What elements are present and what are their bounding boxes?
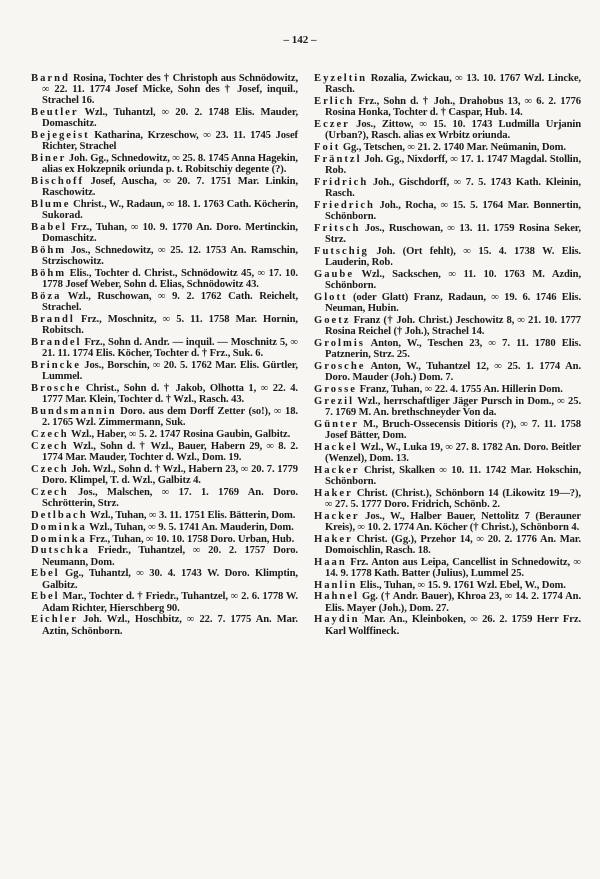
entry-surname: Hacker — [314, 510, 360, 522]
register-entry — [31, 464, 298, 486]
entry-surname: Goetz — [314, 314, 351, 326]
entry-surname: Bejegeist — [31, 130, 90, 142]
register-entry — [314, 614, 581, 636]
entry-surname: Böza — [31, 291, 62, 303]
two-column-register — [31, 73, 581, 637]
entry-surname: Fräntzl — [314, 153, 362, 165]
entry-text: Gg., Tetschen, ∞ 21. 2. 1740 Mar. Neümanin, Dom. — [342, 142, 566, 153]
register-entry — [31, 360, 298, 382]
entry-text: Jos., W., Halber Bauer, Nettolitz 7 (Berauner Kreis), ∞ 10. 2. 1774 An. Köcher († Christ.), Schönborn 4. — [325, 510, 581, 533]
register-entry — [314, 511, 581, 533]
entry-surname: Biner — [31, 153, 67, 165]
entry-text: Elis., Tuhan, ∞ 15. 9. 1761 Wzl. Ebel, W., Dom. — [359, 579, 566, 591]
entry-surname: Barnd — [31, 73, 70, 84]
entry-text: M., Bruch-Ossecensis Ditioris (?), ∞ 7. 11. 1758 Josef Bätter, Dom. — [325, 418, 581, 441]
entry-text: Wzl., Ruschowan, ∞ 9. 2. 1762 Cath. Reichelt, Strachel. — [42, 291, 299, 314]
register-entry — [31, 614, 298, 636]
entry-surname: Czech — [31, 464, 69, 475]
register-entry — [31, 222, 298, 244]
register-entry — [314, 361, 581, 383]
entry-surname: Glott — [314, 291, 348, 303]
entry-surname: Brandel — [31, 337, 82, 349]
register-entry — [314, 557, 581, 579]
entry-text: Christ, Skalken ∞ 10. 11. 1742 Mar. Hokschin, Schönborn. — [325, 464, 581, 487]
entry-text: Friedr., Tuhantzel, ∞ 20. 2. 1757 Doro. Neumann, Dom. — [42, 545, 298, 568]
register-entry — [31, 487, 298, 509]
register-entry — [314, 396, 581, 418]
register-entry — [31, 441, 298, 463]
register-entry — [31, 534, 298, 545]
entry-surname: Bischoff — [31, 176, 85, 188]
register-entry — [314, 384, 581, 395]
entry-text: Joh. Wzl., Sohn d. † Wzl., Habern 23, ∞ 20. 7. 1779 Doro. Klimpel, T. d. Wzl., Galbitz 4. — [42, 464, 298, 487]
register-entry — [314, 419, 581, 441]
register-entry — [31, 591, 298, 613]
register-entry — [314, 292, 581, 314]
register-entry — [31, 545, 298, 567]
register-entry — [314, 488, 581, 510]
entry-text: Christ. (Gg.), Przehor 14, ∞ 20. 2. 1776 An. Mar. Domoischlin, Rasch. 18. — [325, 533, 581, 556]
entry-surname: Dominka — [31, 521, 87, 533]
entry-text: Jos., Schnedowitz, ∞ 25. 12. 1753 An. Ramschin, Strzischowitz. — [42, 245, 298, 268]
entry-text: Anton, W., Tuhantzel 12, ∞ 25. 1. 1774 An. Doro. Mauder (Joh.) Dom. 7. — [325, 360, 581, 383]
entry-surname: Czech — [31, 487, 69, 498]
entry-surname: Dominka — [31, 533, 87, 545]
entry-surname: Futschig — [314, 245, 369, 257]
entry-surname: Blume — [31, 199, 71, 211]
entry-text: Joh. Wzl., Hoschbitz, ∞ 22. 7. 1775 An. Mar. Aztin, Schönborn. — [42, 614, 298, 637]
register-entry — [314, 315, 581, 337]
register-entry — [31, 130, 298, 152]
entry-surname: Fridrich — [314, 176, 369, 188]
register-entry — [31, 510, 298, 521]
entry-text: Joh., Gischdorff, ∞ 7. 5. 1743 Kath. Kleinin, Rasch. — [325, 176, 581, 199]
register-entry — [314, 96, 581, 118]
register-entry — [31, 429, 298, 440]
entry-surname: Detlbach — [31, 510, 88, 521]
register-entry — [31, 568, 298, 590]
entry-surname: Ebel — [31, 568, 60, 580]
entry-text: Franz, Tuhan, ∞ 22. 4. 1755 An. Hillerin Dom. — [359, 383, 563, 395]
page-number: – 142 – — [283, 34, 317, 46]
register-entry — [31, 107, 298, 129]
entry-text: Wzl., Sohn d. † Wzl., Bauer, Habern 29, ∞ 8. 2. 1774 Mar. Mauder, Tochter d. Wzl., Dom. 19. — [42, 441, 299, 464]
entry-surname: Brincke — [31, 360, 81, 372]
register-entry — [314, 246, 581, 268]
entry-text: Wzl., Haber, ∞ 5. 2. 1747 Rosina Gaubin, Galbitz. — [71, 429, 291, 441]
entry-text: Katharina, Krzeschow, ∞ 23. 11. 1745 Josef Richter, Strachel — [42, 130, 298, 153]
entry-text: Anton, W., Teschen 23, ∞ 7. 11. 1780 Elis. Patznerin, Strz. 25. — [325, 337, 582, 360]
entry-text: Jos., Malschen, ∞ 17. 1. 1769 An. Doro. Schrötterin, Strz. — [42, 487, 298, 510]
entry-surname: Hacker — [314, 464, 360, 476]
entry-surname: Böhm — [31, 268, 67, 280]
entry-surname: Dutschka — [31, 545, 90, 557]
register-entry — [314, 591, 581, 613]
entry-surname: Hackel — [314, 441, 358, 453]
register-entry — [31, 153, 298, 175]
entry-surname: Grezil — [314, 395, 355, 407]
register-entry — [31, 176, 298, 198]
entry-surname: Babel — [31, 222, 67, 234]
entry-text: Frz., Sohn d. Andr. — inquil. — Moschnitz 5, ∞ 21. 11. 1774 Elis. Köcher, Tochter d. † Frz., Suk. 6. — [42, 337, 298, 360]
entry-surname: Günter — [314, 418, 359, 430]
entry-text: Jos., Zittow, ∞ 15. 10. 1743 Ludmilla Urjanin (Urban?), Rasch. alias ex Wrbitz oriunda. — [325, 119, 581, 142]
entry-text: Joh., Rocha, ∞ 15. 5. 1764 Mar. Bonnertin, Schönborn. — [325, 199, 581, 222]
register-entry — [314, 465, 581, 487]
entry-surname: Haker — [314, 487, 353, 499]
entry-surname: Ebel — [31, 591, 60, 603]
register-entry — [314, 269, 581, 291]
register-entry — [31, 383, 298, 405]
entry-text: Frz. Anton aus Leipa, Cancellist in Schnedowitz, ∞ 14. 9. 1778 Kath. Batter (Julius), Lummel 25. — [325, 556, 581, 579]
register-entry — [31, 73, 298, 107]
entry-surname: Brosche — [31, 383, 82, 395]
entry-text: Joh. Gg., Nixdorff, ∞ 17. 1. 1747 Magdal. Stollin, Rob. — [325, 153, 581, 176]
register-entry — [31, 522, 298, 533]
entry-text: Frz., Sohn d. † Joh., Drahobus 13, ∞ 6. 2. 1776 Rosina Honka, Tochter d. † Caspar, Hub. 14. — [325, 96, 581, 119]
entry-surname: Foit — [314, 142, 341, 153]
register-entry — [314, 534, 581, 556]
entry-text: Frz., Tuhan, ∞ 10. 9. 1770 An. Doro. Mertinckin, Domaschitz. — [42, 222, 298, 245]
entry-text: Wzl., herrschaftliger Jäger Pursch in Dom., ∞ 25. 7. 1769 M. An. brethschneyder Von da. — [325, 395, 581, 418]
register-entry — [31, 406, 298, 428]
entry-surname: Czech — [31, 441, 69, 452]
entry-surname: Hahnel — [314, 591, 359, 603]
register-entry — [314, 442, 581, 464]
entry-text: Doro. aus dem Dorff Zetter (so!), ∞ 18. 2. 1765 Wzl. Zimmermann, Suk. — [42, 406, 298, 429]
right-column — [314, 73, 581, 637]
entry-surname: Haker — [314, 533, 353, 545]
entry-surname: Haydin — [314, 614, 360, 626]
entry-surname: Beutler — [31, 107, 79, 119]
entry-surname: Eyzeltin — [314, 73, 368, 84]
entry-text: Josef, Auscha, ∞ 20. 7. 1751 Mar. Linkin, Raschowitz. — [42, 176, 298, 199]
entry-surname: Böhm — [31, 245, 67, 257]
entry-text: Franz († Joh. Christ.) Jeschowitz 8, ∞ 21. 10. 1777 Rosina Reichel († Joh.), Strachel 14. — [325, 314, 581, 337]
entry-surname: Gaube — [314, 268, 355, 280]
entry-text: Wzl., Tuhan, ∞ 3. 11. 1751 Elis. Bätterin, Dom. — [89, 510, 296, 521]
entry-surname: Bundsmannin — [31, 406, 117, 418]
entry-text: Elis., Tochter d. Christ., Schnödowitz 45, ∞ 17. 10. 1778 Josef Weber, Sohn d. Elias, Schnödowitz 43. — [42, 268, 298, 291]
entry-surname: Hanlin — [314, 579, 358, 591]
entry-text: Gg. († Andr. Bauer), Khroa 23, ∞ 14. 2. 1774 An. Elis. Mayer (Joh.), Dom. 27. — [325, 591, 581, 614]
entry-surname: Erlich — [314, 96, 355, 107]
entry-text: Christ. (Christ.), Schönborn 14 (Likowitz 19—?), ∞ 27. 5. 1777 Doro. Fridrich, Schönb. 2. — [325, 487, 581, 510]
entry-text: Joh. (Ort fehlt), ∞ 15. 4. 1738 W. Elis. Lauderin, Rob. — [325, 245, 581, 268]
register-entry — [314, 200, 581, 222]
register-entry — [31, 268, 298, 290]
entry-surname: Grosche — [314, 360, 366, 372]
entry-text: Frz., Tuhan, ∞ 10. 10. 1758 Doro. Urban, Hub. — [89, 533, 295, 545]
entry-text: Jos., Ruschowan, ∞ 13. 11. 1759 Rosina Seker, Strz. — [325, 222, 581, 245]
entry-surname: Grosse — [314, 383, 357, 395]
register-entry — [314, 338, 581, 360]
entry-surname: Haan — [314, 556, 347, 568]
left-column — [31, 73, 298, 637]
register-entry — [31, 337, 298, 359]
entry-surname: Grolmis — [314, 337, 365, 349]
register-entry — [314, 119, 581, 141]
entry-text: Rozalia, Zwickau, ∞ 13. 10. 1767 Wzl. Lincke, Rasch. — [325, 73, 581, 96]
entry-text: Wzl., Tuhan, ∞ 9. 5. 1741 An. Mauderin, Dom. — [89, 521, 294, 533]
entry-surname: Czech — [31, 429, 69, 441]
register-entry — [31, 199, 298, 221]
entry-text: Frz., Moschnitz, ∞ 5. 11. 1758 Mar. Hornin, Robitsch. — [42, 314, 298, 337]
entry-text: Wzl., W., Luka 19, ∞ 27. 8. 1782 An. Doro. Beitler (Wenzel), Dom. 13. — [325, 441, 581, 464]
register-entry — [314, 73, 581, 95]
entry-text: Joh. Gg., Schnedowitz, ∞ 25. 8. 1745 Anna Hagekin, alias ex Hokzepnik oriunda p. t. Robitschiy degente (?). — [42, 153, 298, 176]
entry-surname: Brandl — [31, 314, 75, 326]
register-entry — [31, 291, 298, 313]
entry-text: Christ., W., Radaun, ∞ 18. 1. 1763 Cath. Köcherin, Sukorad. — [42, 199, 298, 222]
entry-text: Wzl., Tuhantzl, ∞ 20. 2. 1748 Elis. Mauder, Domaschitz. — [42, 107, 299, 130]
entry-text: Mar. An., Kleinboken, ∞ 26. 2. 1759 Herr Frz. Karl Wolffineck. — [325, 614, 581, 637]
register-entry — [31, 314, 298, 336]
entry-text: (oder Glatt) Franz, Radaun, ∞ 19. 6. 1746 Elis. Neuman, Hubin. — [325, 291, 581, 314]
entry-text: Rosina, Tochter des † Christoph aus Schnödowitz, ∞ 22. 11. 1774 Josef Micke, Sohn des † Josef, inquil., Strachel 16. — [42, 73, 298, 107]
entry-surname: Fritsch — [314, 222, 361, 234]
register-entry — [314, 142, 581, 153]
entry-surname: Eczer — [314, 119, 350, 130]
register-entry — [314, 580, 581, 591]
register-entry — [314, 223, 581, 245]
register-entry — [314, 154, 581, 176]
register-entry — [314, 177, 581, 199]
register-entry — [31, 245, 298, 267]
entry-text: Christ., Sohn d. † Jakob, Olhotta 1, ∞ 22. 4. 1777 Mar. Klein, Tochter d. † Wzl., Rasch. 43. — [42, 383, 298, 406]
entry-text: Gg., Tuhantzl, ∞ 30. 4. 1743 W. Doro. Klimptin, Galbitz. — [42, 568, 298, 591]
entry-text: Mar., Tochter d. † Friedr., Tuhantzel, ∞ 2. 6. 1778 W. Adam Richter, Hierschberg 90. — [42, 591, 298, 614]
entry-surname: Friedrich — [314, 199, 375, 211]
entry-surname: Eichler — [31, 614, 78, 626]
entry-text: Wzl., Sackschen, ∞ 11. 10. 1763 M. Azdin, Schönborn. — [325, 268, 581, 291]
entry-text: Jos., Borschin, ∞ 20. 5. 1762 Mar. Elis. Gürtler, Lummel. — [42, 360, 298, 383]
